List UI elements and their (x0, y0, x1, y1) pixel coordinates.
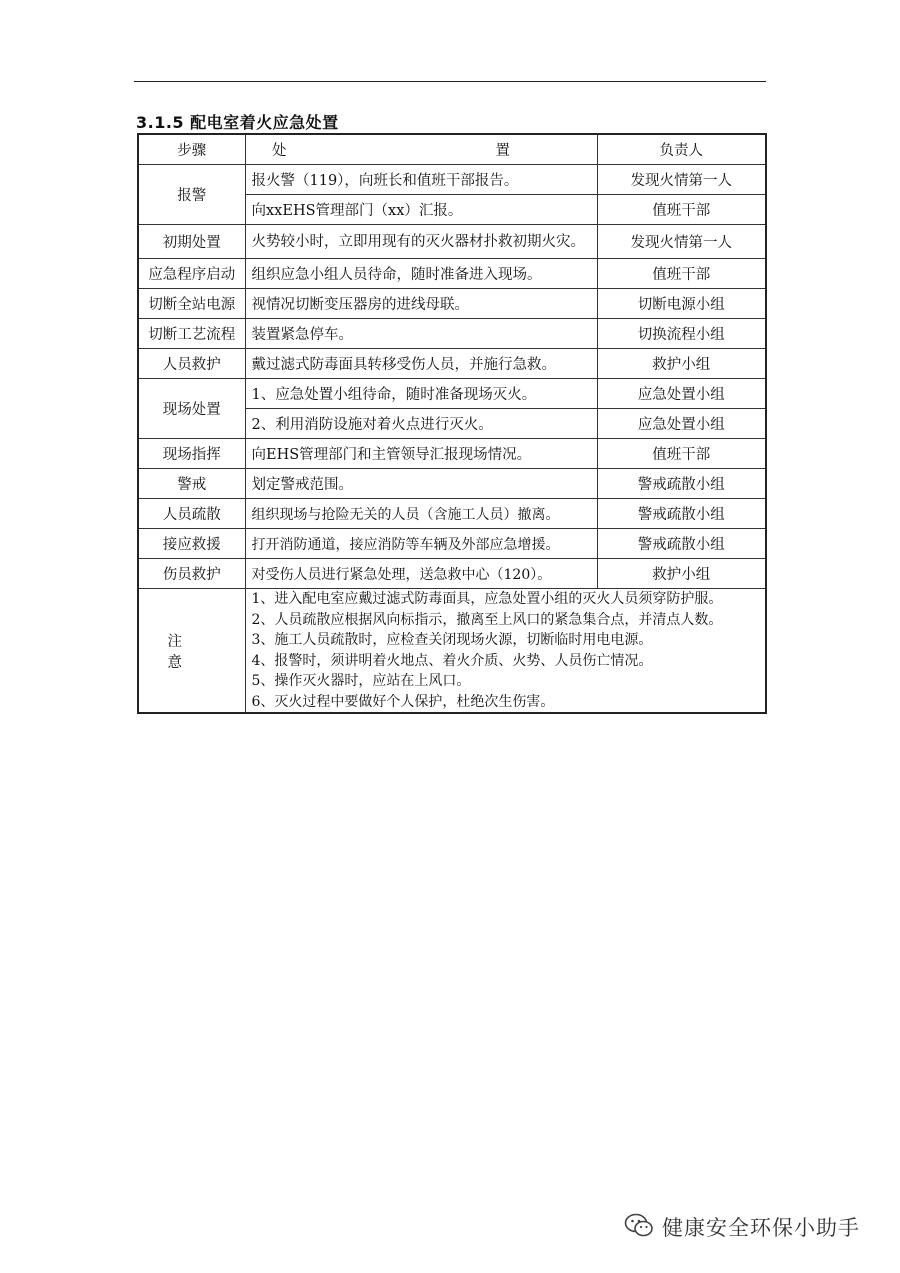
responsible-cell: 值班干部 (597, 259, 766, 289)
step-cell: 应急程序启动 (138, 259, 245, 289)
step-cell: 报警 (138, 165, 245, 225)
table-row (138, 379, 766, 409)
note-line: 3、施工人员疏散时，应检查关闭现场火源，切断临时用电电源。 (251, 632, 653, 648)
action-cell: 组织应急小组人员待命，随时准备进入现场。 (245, 259, 597, 289)
step-cell: 伤员救护 (138, 559, 245, 589)
responsible-cell: 警戒疏散小组 (597, 469, 766, 499)
responsible-cell: 值班干部 (597, 195, 766, 225)
action-cell: 向xxEHS管理部门（xx）汇报。 (245, 195, 597, 225)
section-title: 3.1.5 配电室着火应急处置 (136, 113, 339, 132)
step-cell: 切断工艺流程 (138, 319, 245, 349)
note-line: 4、报警时，须讲明着火地点、着火介质、火势、人员伤亡情况。 (251, 652, 653, 669)
table-row (138, 225, 766, 259)
header-step: 步骤 (138, 134, 245, 165)
step-cell: 现场指挥 (138, 439, 245, 469)
table-row (138, 559, 766, 589)
action-cell: 打开消防通道，接应消防等车辆及外部应急增援。 (245, 529, 597, 559)
action-cell: 对受伤人员进行紧急处理，送急救中心（120）。 (245, 559, 597, 589)
responsible-cell: 切断电源小组 (597, 289, 766, 319)
responsible-cell: 警戒疏散小组 (597, 499, 766, 529)
header-responsible: 负责人 (597, 134, 766, 165)
note-line: 2、人员疏散应根据风向标指示，撤离至上风口的紧急集合点，并清点人数。 (251, 611, 723, 628)
action-cell: 戴过滤式防毒面具转移受伤人员，并施行急救。 (245, 349, 597, 379)
table-row (138, 349, 766, 379)
table-row (138, 289, 766, 319)
notes-row (138, 589, 766, 714)
action-cell: 划定警戒范围。 (245, 469, 597, 499)
note-line: 1、进入配电室应戴过滤式防毒面具，应急处置小组的灭火人员须穿防护服。 (251, 591, 723, 607)
note-line: 6、灭火过程中要做好个人保护，杜绝次生伤害。 (251, 693, 555, 710)
action-cell: 火势较小时，立即用现有的灭火器材扑救初期火灾。 (245, 225, 597, 259)
responsible-cell: 救护小组 (597, 349, 766, 379)
step-cell: 警戒 (138, 469, 245, 499)
header-action: 处 置 (245, 134, 597, 165)
table-row (138, 499, 766, 529)
note-line: 5、操作灭火器时，应站在上风口。 (251, 673, 471, 689)
notes-label: 注意 (138, 589, 245, 714)
action-cell: 装置紧急停车。 (245, 319, 597, 349)
step-cell: 接应救援 (138, 529, 245, 559)
watermark-text: 健康安全环保小助手 (662, 1216, 860, 1240)
watermark (624, 1212, 860, 1244)
wechat-icon (624, 1213, 654, 1244)
responsible-cell: 应急处置小组 (597, 379, 766, 409)
responsible-cell: 应急处置小组 (597, 409, 766, 439)
responsible-cell: 切换流程小组 (597, 319, 766, 349)
action-cell: 2、利用消防设施对着火点进行灭火。 (245, 409, 597, 439)
responsible-cell: 发现火情第一人 (597, 225, 766, 259)
step-cell: 人员救护 (138, 349, 245, 379)
table-row (138, 529, 766, 559)
action-cell: 报火警（119），向班长和值班干部报告。 (245, 165, 597, 195)
table-row (138, 259, 766, 289)
step-cell: 人员疏散 (138, 499, 245, 529)
emergency-procedure-table (137, 133, 767, 714)
action-cell: 组织现场与抢险无关的人员（含施工人员）撤离。 (245, 499, 597, 529)
table-row (138, 469, 766, 499)
responsible-cell: 救护小组 (597, 559, 766, 589)
action-cell: 向EHS管理部门和主管领导汇报现场情况。 (245, 439, 597, 469)
header-rule (134, 81, 766, 82)
step-cell: 初期处置 (138, 225, 245, 259)
action-cell: 视情况切断变压器房的进线母联。 (245, 289, 597, 319)
responsible-cell: 值班干部 (597, 439, 766, 469)
table-row (138, 319, 766, 349)
action-cell: 1、应急处置小组待命，随时准备现场灭火。 (245, 379, 597, 409)
responsible-cell: 发现火情第一人 (597, 165, 766, 195)
table-row (138, 439, 766, 469)
step-cell: 切断全站电源 (138, 289, 245, 319)
table-row (138, 165, 766, 195)
notes-cell (245, 589, 766, 714)
responsible-cell: 警戒疏散小组 (597, 529, 766, 559)
step-cell: 现场处置 (138, 379, 245, 439)
table-header-row (138, 134, 766, 165)
